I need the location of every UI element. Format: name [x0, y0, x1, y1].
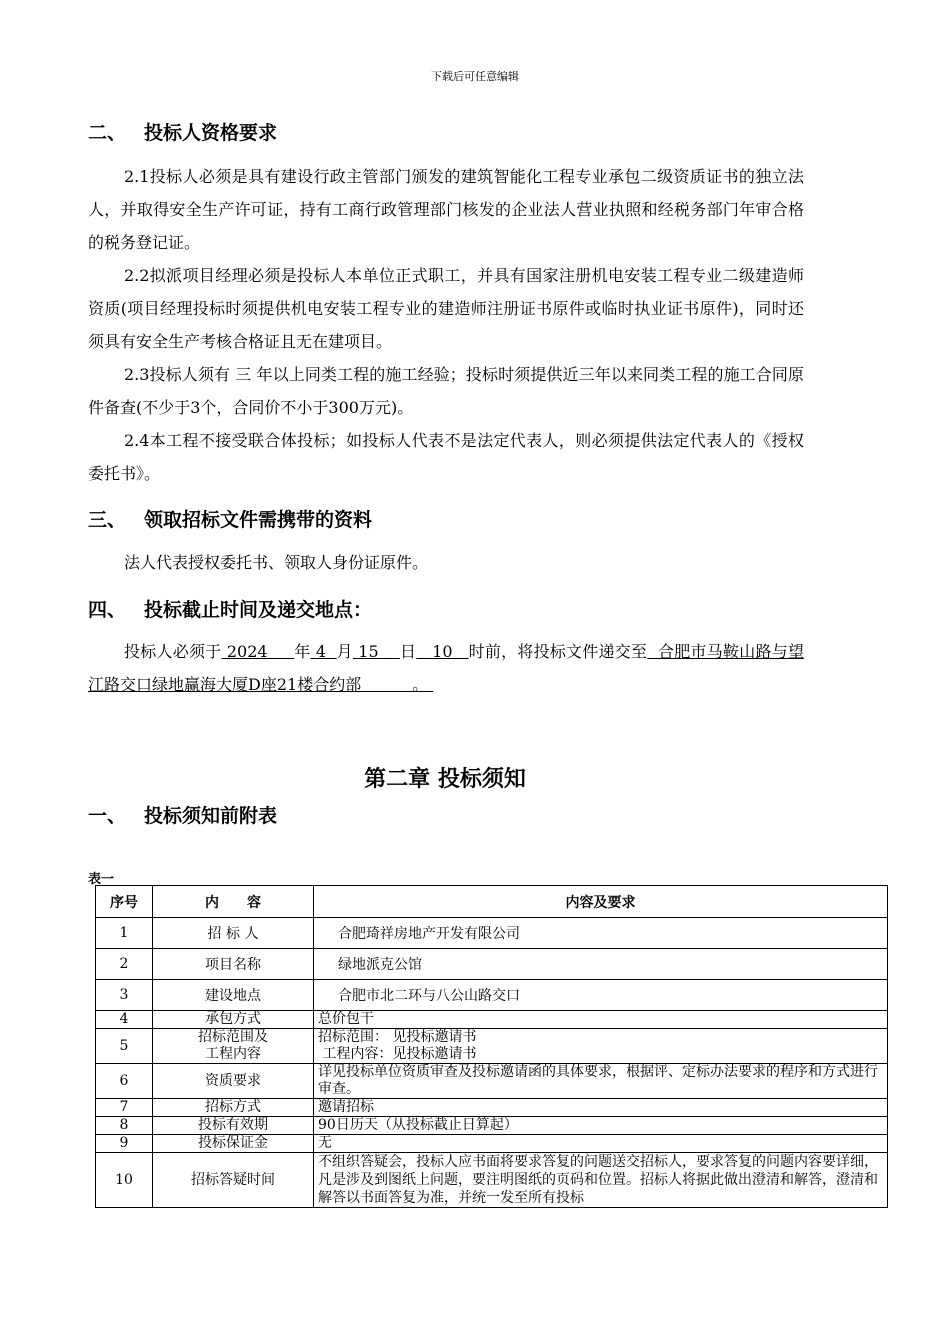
- table-label: 表一: [88, 872, 115, 887]
- paragraph-2-3: 2.3投标人须有 三 年以上同类工程的施工经验；投标时须提供近三年以来同类工程的施工合同原件备查(不少于3个，合同价不小于300万元)。: [88, 365, 804, 417]
- chapter-title: 第二章 投标须知: [364, 767, 526, 792]
- paragraph-2-4: 2.4本工程不接受联合体投标；如投标人代表不是法定代表人，则必须提供法定代表人的《授权委托书》。: [88, 431, 804, 483]
- deadline-place: 合肥市马鞍山路与望江路交口绿地赢海大厦D座21楼合约部 。: [88, 642, 804, 694]
- table-row: 4 承包方式 总价包干: [96, 1011, 888, 1029]
- table-row: 8 投标有效期 90日历天（从投标截止日算起）: [96, 1117, 888, 1135]
- sub-heading-1: [88, 801, 277, 828]
- table-row: 2 项目名称 绿地派克公馆: [96, 949, 888, 980]
- section-number: 一、: [88, 805, 127, 827]
- deadline-hour: 10: [432, 642, 453, 661]
- section-number: 三、: [88, 509, 127, 531]
- header-note: 下载后可任意编辑: [431, 70, 519, 83]
- table-row: 10 招标答疑时间 不组织答疑会，投标人应书面将要求答复的问题送交招标人，要求答复的问题内容要详细，凡是涉及到图纸上问题，要注明图纸的页码和位置。招标人将据此做出澄清和解答，澄清和解答以书面答复为准，并统一发至所有投标: [96, 1153, 888, 1208]
- table-row: 3 建设地点 合肥市北二环与八公山路交口: [96, 980, 888, 1011]
- deadline-prefix: 投标人必须于: [124, 642, 222, 661]
- section-number: 二、: [88, 122, 127, 144]
- table-header-row: [96, 886, 888, 918]
- section-title: 投标须知前附表: [144, 805, 278, 827]
- bid-notice-table: [95, 885, 888, 1208]
- section-title: 领取招标文件需携带的资料: [144, 509, 373, 531]
- table-row: 6 资质要求 详见投标单位资质审查及投标邀请函的具体要求，根据评、定标办法要求的程序和方式进行审查。: [96, 1064, 888, 1099]
- section-4-heading: [88, 595, 372, 622]
- section-3-heading: [88, 505, 372, 532]
- table-row: 1 招 标 人 合肥琦祥房地产开发有限公司: [96, 918, 888, 949]
- section-number: 四、: [88, 599, 127, 621]
- paragraph-2-1: 2.1投标人必须是具有建设行政主管部门颁发的建筑智能化工程专业承包二级资质证书的独立法人，并取得安全生产许可证，持有工商行政管理部门核发的企业法人营业执照和经税务部门年审合格的税务登记证。: [88, 167, 804, 252]
- table-row: 5 招标范围及 工程内容 招标范围： 见投标邀请书 工程内容：见投标邀请书: [96, 1029, 888, 1064]
- paragraph-2-2: 2.2拟派项目经理必须是投标人本单位正式职工，并具有国家注册机电安装工程专业二级建造师资质(项目经理投标时须提供机电安装工程专业的建造师注册证书原件或临时执业证书原件)，同时还须具有安全生产考核合格证且无在建项目。: [88, 266, 804, 351]
- deadline-day: 15: [358, 642, 379, 661]
- deadline-year: 2024: [226, 642, 268, 661]
- header-content: 内容及要求: [314, 886, 888, 918]
- header-no: 序号: [96, 886, 153, 918]
- section-title: 投标人资格要求: [144, 122, 278, 144]
- paragraph-3: 法人代表授权委托书、领取人身份证原件。: [124, 553, 429, 572]
- section-title: 投标截止时间及递交地点：: [144, 599, 373, 621]
- table-row: 9 投标保证金 无: [96, 1135, 888, 1153]
- deadline-month: 4: [315, 642, 326, 661]
- header-item: 内 容: [153, 886, 314, 918]
- deadline-paragraph: 投标人必须于 2024 年 4 月 15 日 10 时前，将投标文件递交至 合肥市马鞍山路与望江路交口绿地赢海大厦D座21楼合约部 。: [88, 642, 804, 694]
- section-2-heading: [88, 118, 277, 145]
- table-row: 7 招标方式 邀请招标: [96, 1099, 888, 1117]
